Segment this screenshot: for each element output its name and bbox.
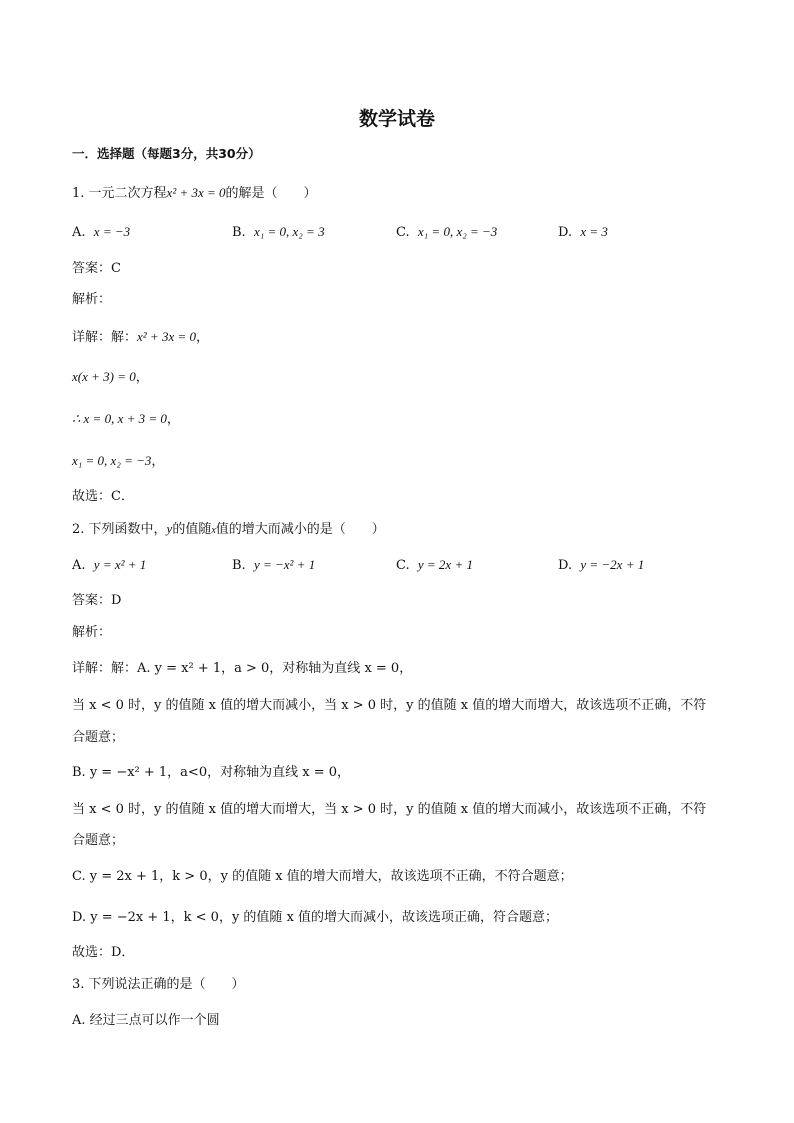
- question-2-stem: 2. 下列函数中，y的值随x值的增大而减小的是（ ）: [72, 521, 385, 537]
- q1-step-2: ∴ x = 0, x + 3 = 0，: [72, 411, 180, 426]
- q1-step-1: x(x + 3) = 0，: [72, 369, 149, 384]
- q2-detail-d: D. y = −2x + 1，k < 0，y 的值随 x 值的增大而减小，故该选项正确，符合题意；: [72, 910, 559, 925]
- q1-answer: 答案：C: [72, 261, 121, 276]
- question-1-stem: [72, 184, 732, 203]
- q2-select: 故选：D．: [72, 945, 135, 960]
- q2-detail-c: C. y = 2x + 1，k > 0，y 的值随 x 值的增大而增大，故该选项不正确，不符合题意；: [72, 869, 573, 884]
- q2-line-a1: 当 x < 0 时，y 的值随 x 值的增大而减小，当 x > 0 时，y 的值随 x 值的增大而增大，故该选项不正确，不符: [72, 698, 707, 713]
- q1-detail: 详解：解：x² + 3x = 0，: [72, 329, 210, 345]
- q1-step-3: x₁ = 0, x₂ = −3，: [72, 453, 165, 468]
- q2-analysis: 解析：: [72, 625, 112, 640]
- q3-option-a: A. 经过三点可以作一个圆: [72, 1013, 220, 1028]
- q2-answer: 答案：D: [72, 593, 122, 608]
- q2-option-a: A. y = x² + 1: [72, 557, 147, 573]
- q1-option-d: D. x = 3: [558, 224, 608, 240]
- q2-line-b1: 当 x < 0 时，y 的值随 x 值的增大而增大，当 x > 0 时，y 的值随 x 值的增大而减小，故该选项不正确，不符: [72, 802, 707, 817]
- page-title: 数学试卷: [358, 108, 435, 130]
- q2-line-a2: 合题意；: [72, 730, 125, 745]
- q2-detail-a: 详解：解：A. y = x² + 1，a > 0，对称轴为直线 x = 0，: [72, 661, 413, 676]
- q1-analysis: 解析：: [72, 292, 112, 307]
- q1-stem-pre: 1. 一元二次方程: [72, 186, 167, 201]
- q1-select: 故选：C．: [72, 489, 134, 504]
- q1-stem-post: 的解是（ ）: [225, 186, 317, 201]
- q1-option-b: B. x₁ = 0, x₂ = 3: [232, 224, 325, 240]
- q1-option-a: A. x = −3: [72, 224, 131, 240]
- q2-option-c: C. y = 2x + 1: [396, 557, 473, 573]
- question-3-stem: 3. 下列说法正确的是（ ）: [72, 977, 245, 992]
- q1-option-c: C. x₁ = 0, x₂ = −3: [396, 224, 498, 240]
- q2-option-d: D. y = −2x + 1: [558, 557, 645, 573]
- section-heading: 一．选择题（每题3分，共30分）: [72, 146, 261, 161]
- q2-option-b: B. y = −x² + 1: [232, 557, 316, 573]
- q2-line-b2: 合题意；: [72, 833, 125, 848]
- q2-detail-b: B. y = −x² + 1，a<0，对称轴为直线 x = 0，: [72, 765, 350, 780]
- q1-equation: x² + 3x = 0: [166, 185, 226, 200]
